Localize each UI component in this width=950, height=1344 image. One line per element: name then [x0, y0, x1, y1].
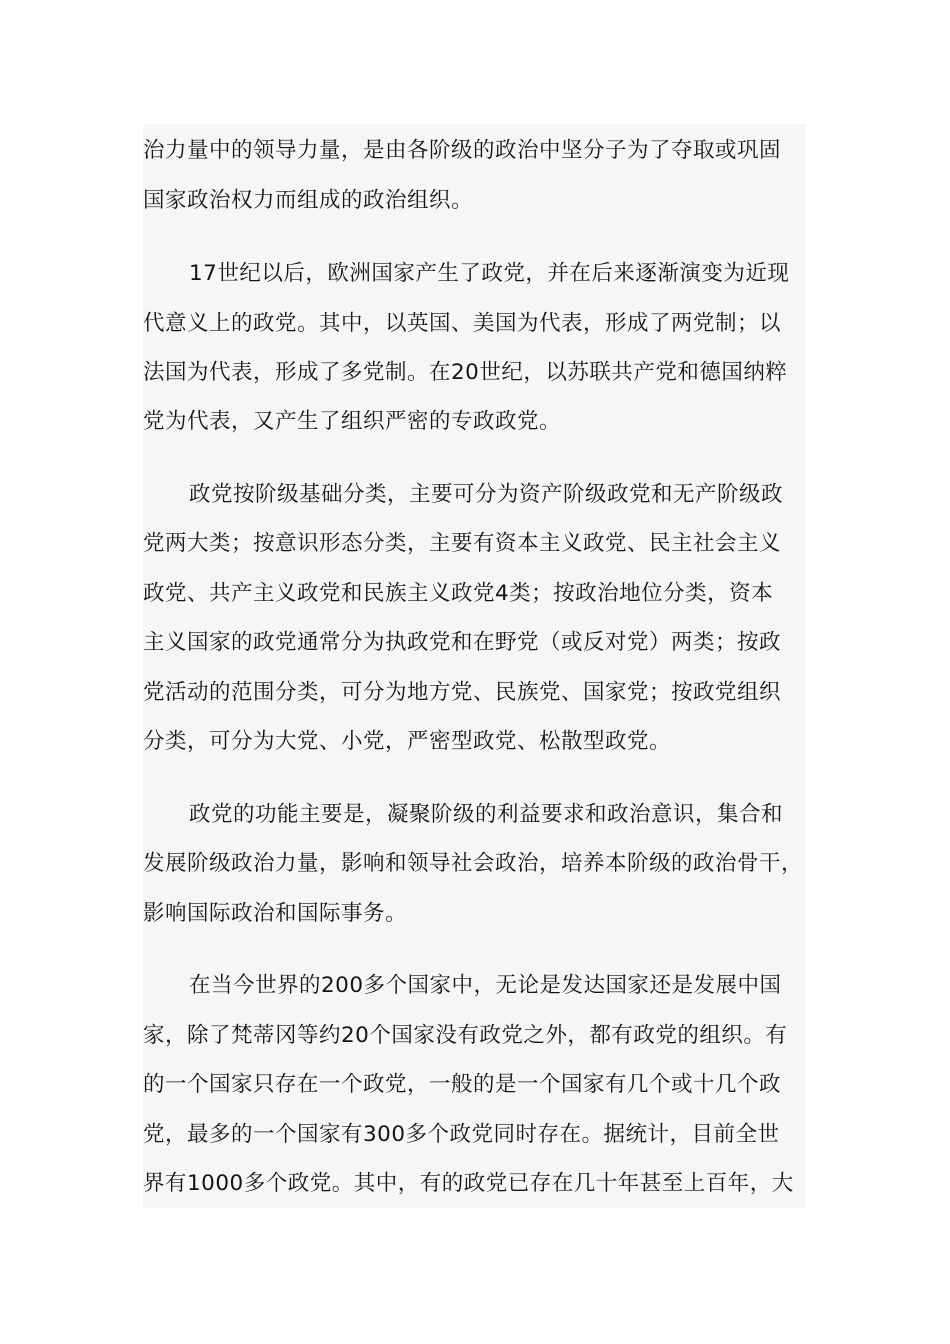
text-line: 政党的功能主要是，凝聚阶级的利益要求和政治意识，集合和: [189, 802, 784, 827]
text-line: 影响国际政治和国际事务。: [143, 901, 408, 926]
text-line: 党两大类；按意识形态分类，主要有资本主义政党、民主社会主义: [143, 531, 782, 556]
text-line: 党为代表，又产生了组织严密的专政政党。: [143, 409, 562, 434]
text-line: 党，最多的一个国家有300多个政党同时存在。据统计，目前全世: [143, 1122, 780, 1147]
text-line: 法国为代表，形成了多党制。在20世纪，以苏联共产党和德国纳粹: [143, 360, 788, 385]
document-body: [143, 124, 806, 1208]
text-line: 代意义上的政党。其中，以英国、美国为代表，形成了两党制；以: [143, 311, 782, 336]
text-line: 家，除了梵蒂冈等约20个国家没有政党之外，都有政党的组织。有: [143, 1023, 788, 1048]
text-line: 治力量中的领导力量，是由各阶级的政治中坚分子为了夺取或巩固: [143, 138, 782, 163]
text-line: 发展阶级政治力量，影响和领导社会政治，培养本阶级的政治骨干，: [143, 851, 804, 876]
text-line: 党活动的范围分类，可分为地方党、民族党、国家党；按政党组织: [143, 680, 782, 705]
text-line: 国家政治权力而组成的政治组织。: [143, 188, 474, 213]
text-line: 政党、共产主义政党和民族主义政党4类；按政治地位分类，资本: [143, 581, 774, 606]
text-line: 17世纪以后，欧洲国家产生了政党，并在后来逐渐演变为近现: [189, 261, 790, 286]
text-line: 在当今世界的200多个国家中，无论是发达国家还是发展中国: [189, 973, 782, 998]
text-line: 政党按阶级基础分类，主要可分为资产阶级政党和无产阶级政: [189, 482, 784, 507]
text-line: 界有1000多个政党。其中，有的政党已存在几十年甚至上百年，大: [143, 1171, 794, 1196]
text-line: 分类，可分为大党、小党，严密型政党、松散型政党。: [143, 729, 672, 754]
text-line: 的一个国家只存在一个政党，一般的是一个国家有几个或十几个政: [143, 1072, 782, 1097]
text-line: 主义国家的政党通常分为执政党和在野党（或反对党）两类；按政: [143, 630, 782, 655]
